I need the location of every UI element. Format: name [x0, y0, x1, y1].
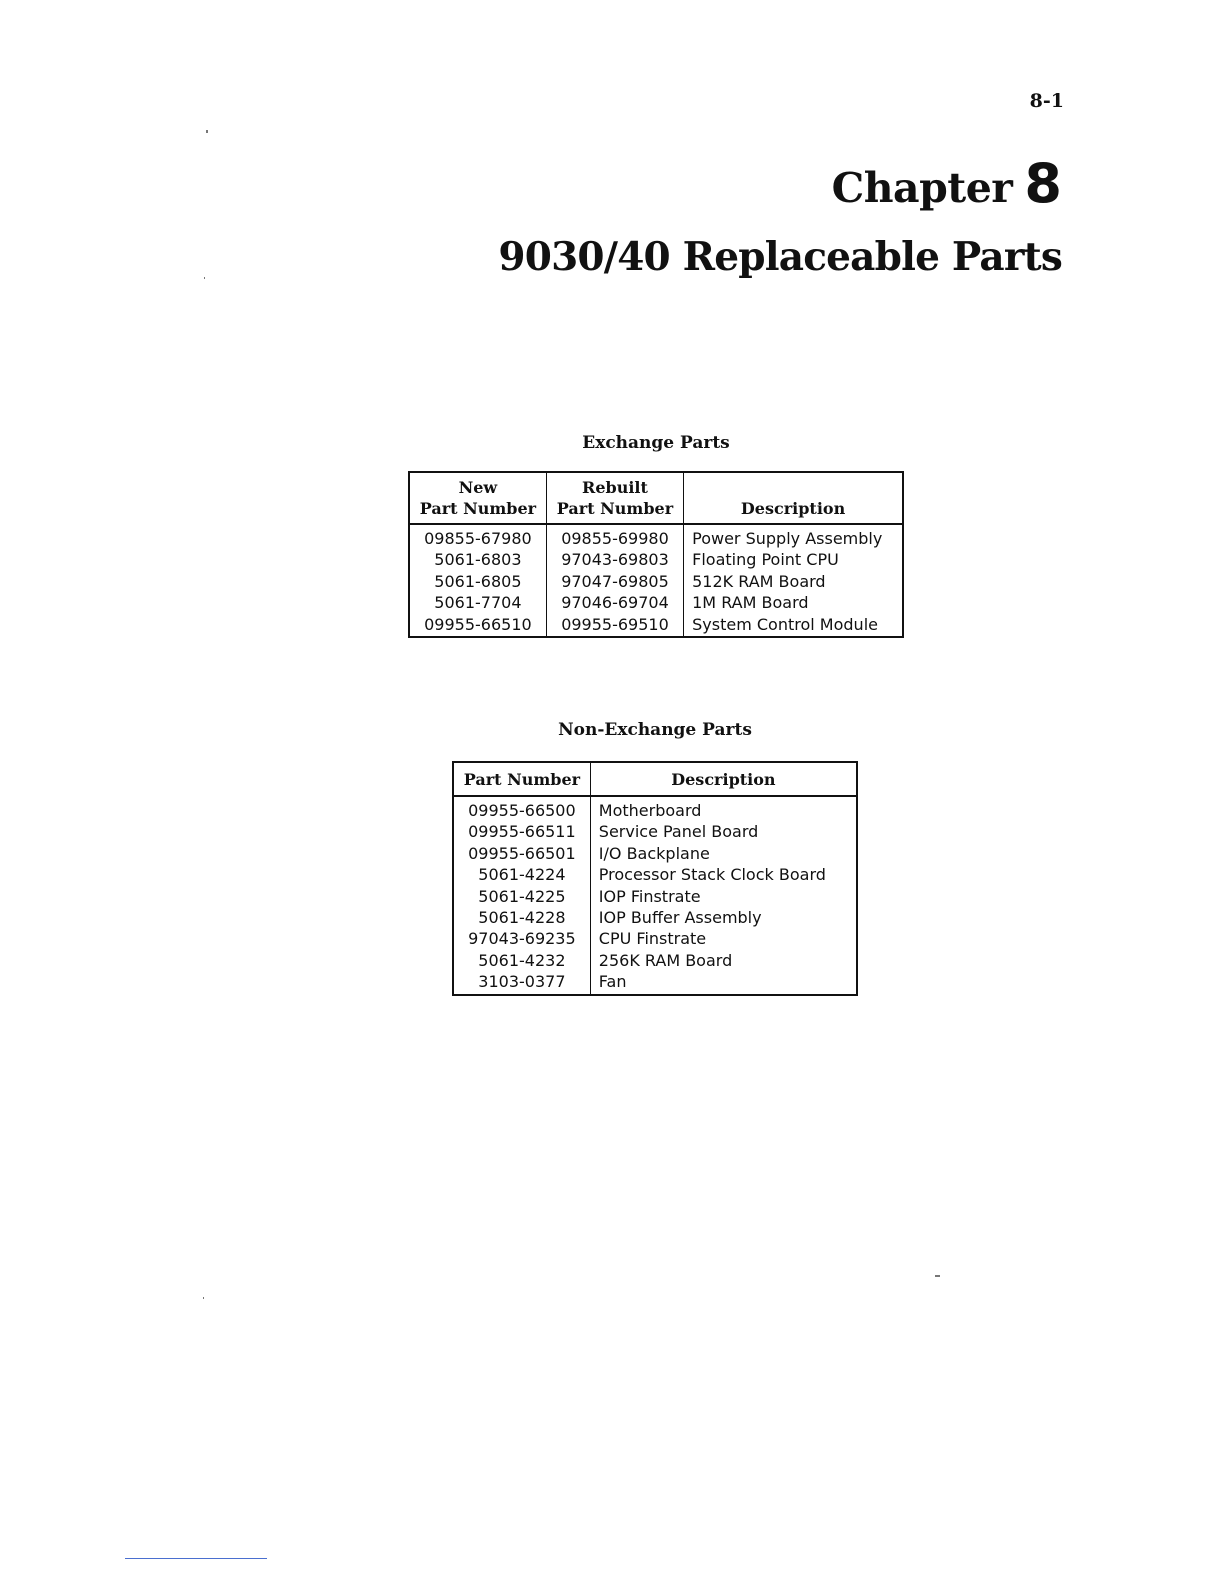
- part-number: 5061-4228: [478, 908, 566, 928]
- header-rebuilt-part-number: [546, 472, 683, 524]
- new-part-number: 5061-6803: [434, 550, 522, 570]
- table-header-row: [453, 762, 857, 796]
- header-new-label: New: [458, 478, 498, 497]
- table-row: [453, 843, 857, 864]
- chapter-title: 9030/40 Replaceable Parts: [498, 234, 1062, 280]
- part-description: IOP Buffer Assembly: [590, 907, 857, 928]
- chapter-number: 8: [1024, 152, 1062, 215]
- table-row: [453, 796, 857, 821]
- part-number: 09955-66500: [468, 801, 576, 820]
- table-header-row: [409, 472, 903, 524]
- part-description: Service Panel Board: [590, 821, 857, 842]
- part-number: 97043-69235: [468, 929, 576, 949]
- part-description: I/O Backplane: [590, 843, 857, 864]
- non-exchange-parts-caption: Non-Exchange Parts: [558, 720, 752, 740]
- rebuilt-part-number: 09855-69980: [546, 524, 683, 549]
- table-row: [409, 549, 903, 570]
- header-description: Description: [684, 472, 903, 524]
- new-part-number: 09955-66510: [424, 614, 532, 634]
- page-number: 8-1: [1029, 90, 1064, 112]
- part-number: 5061-4225: [478, 886, 566, 906]
- new-part-number: 5061-7704: [434, 593, 522, 613]
- part-description: Fan: [590, 971, 857, 994]
- header-new-part-number-label: Part Number: [419, 499, 537, 518]
- header-new-part-number: [409, 472, 546, 524]
- table-row: [453, 864, 857, 885]
- table-row: [453, 907, 857, 928]
- part-description: Motherboard: [590, 796, 857, 821]
- part-description: 256K RAM Board: [590, 950, 857, 971]
- table-row: [409, 592, 903, 613]
- non-exchange-parts-table: [452, 761, 858, 996]
- part-description: Power Supply Assembly: [684, 524, 903, 549]
- footer-underline: [125, 1558, 267, 1559]
- part-description: CPU Finstrate: [590, 928, 857, 949]
- part-description: 1M RAM Board: [684, 592, 903, 613]
- table-row: [409, 524, 903, 549]
- scan-speck: [206, 130, 208, 133]
- new-part-number: 09855-67980: [424, 529, 532, 548]
- rebuilt-part-number: 97043-69803: [546, 549, 683, 570]
- rebuilt-part-number: 09955-69510: [546, 614, 683, 637]
- scan-speck: [203, 1297, 204, 1299]
- part-description: Processor Stack Clock Board: [590, 864, 857, 885]
- exchange-parts-caption: Exchange Parts: [582, 433, 730, 453]
- part-number: 5061-4232: [478, 950, 566, 970]
- scan-speck: [204, 277, 205, 279]
- part-number: 5061-4224: [478, 865, 566, 885]
- chapter-word: Chapter: [831, 164, 1013, 212]
- scan-speck: [935, 1275, 940, 1277]
- table-row: [409, 571, 903, 592]
- table-row: [453, 950, 857, 971]
- part-number: 09955-66511: [468, 822, 576, 842]
- part-number: 09955-66501: [468, 843, 576, 863]
- table-row: [453, 886, 857, 907]
- rebuilt-part-number: 97047-69805: [546, 571, 683, 592]
- rebuilt-part-number: 97046-69704: [546, 592, 683, 613]
- table-row: [453, 928, 857, 949]
- part-description: System Control Module: [684, 614, 903, 637]
- part-description: IOP Finstrate: [590, 886, 857, 907]
- header-rebuilt-part-number-label: Part Number: [556, 499, 674, 518]
- exchange-parts-table: [408, 471, 904, 638]
- header-description: Description: [590, 762, 857, 796]
- chapter-heading: [832, 152, 1062, 215]
- new-part-number: 5061-6805: [434, 571, 522, 591]
- part-number: 3103-0377: [478, 972, 566, 992]
- table-row: [453, 971, 857, 994]
- part-description: 512K RAM Board: [684, 571, 903, 592]
- header-rebuilt-label: Rebuilt: [582, 478, 648, 497]
- table-row: [453, 821, 857, 842]
- header-part-number: Part Number: [453, 762, 590, 796]
- table-row: [409, 614, 903, 637]
- part-description: Floating Point CPU: [684, 549, 903, 570]
